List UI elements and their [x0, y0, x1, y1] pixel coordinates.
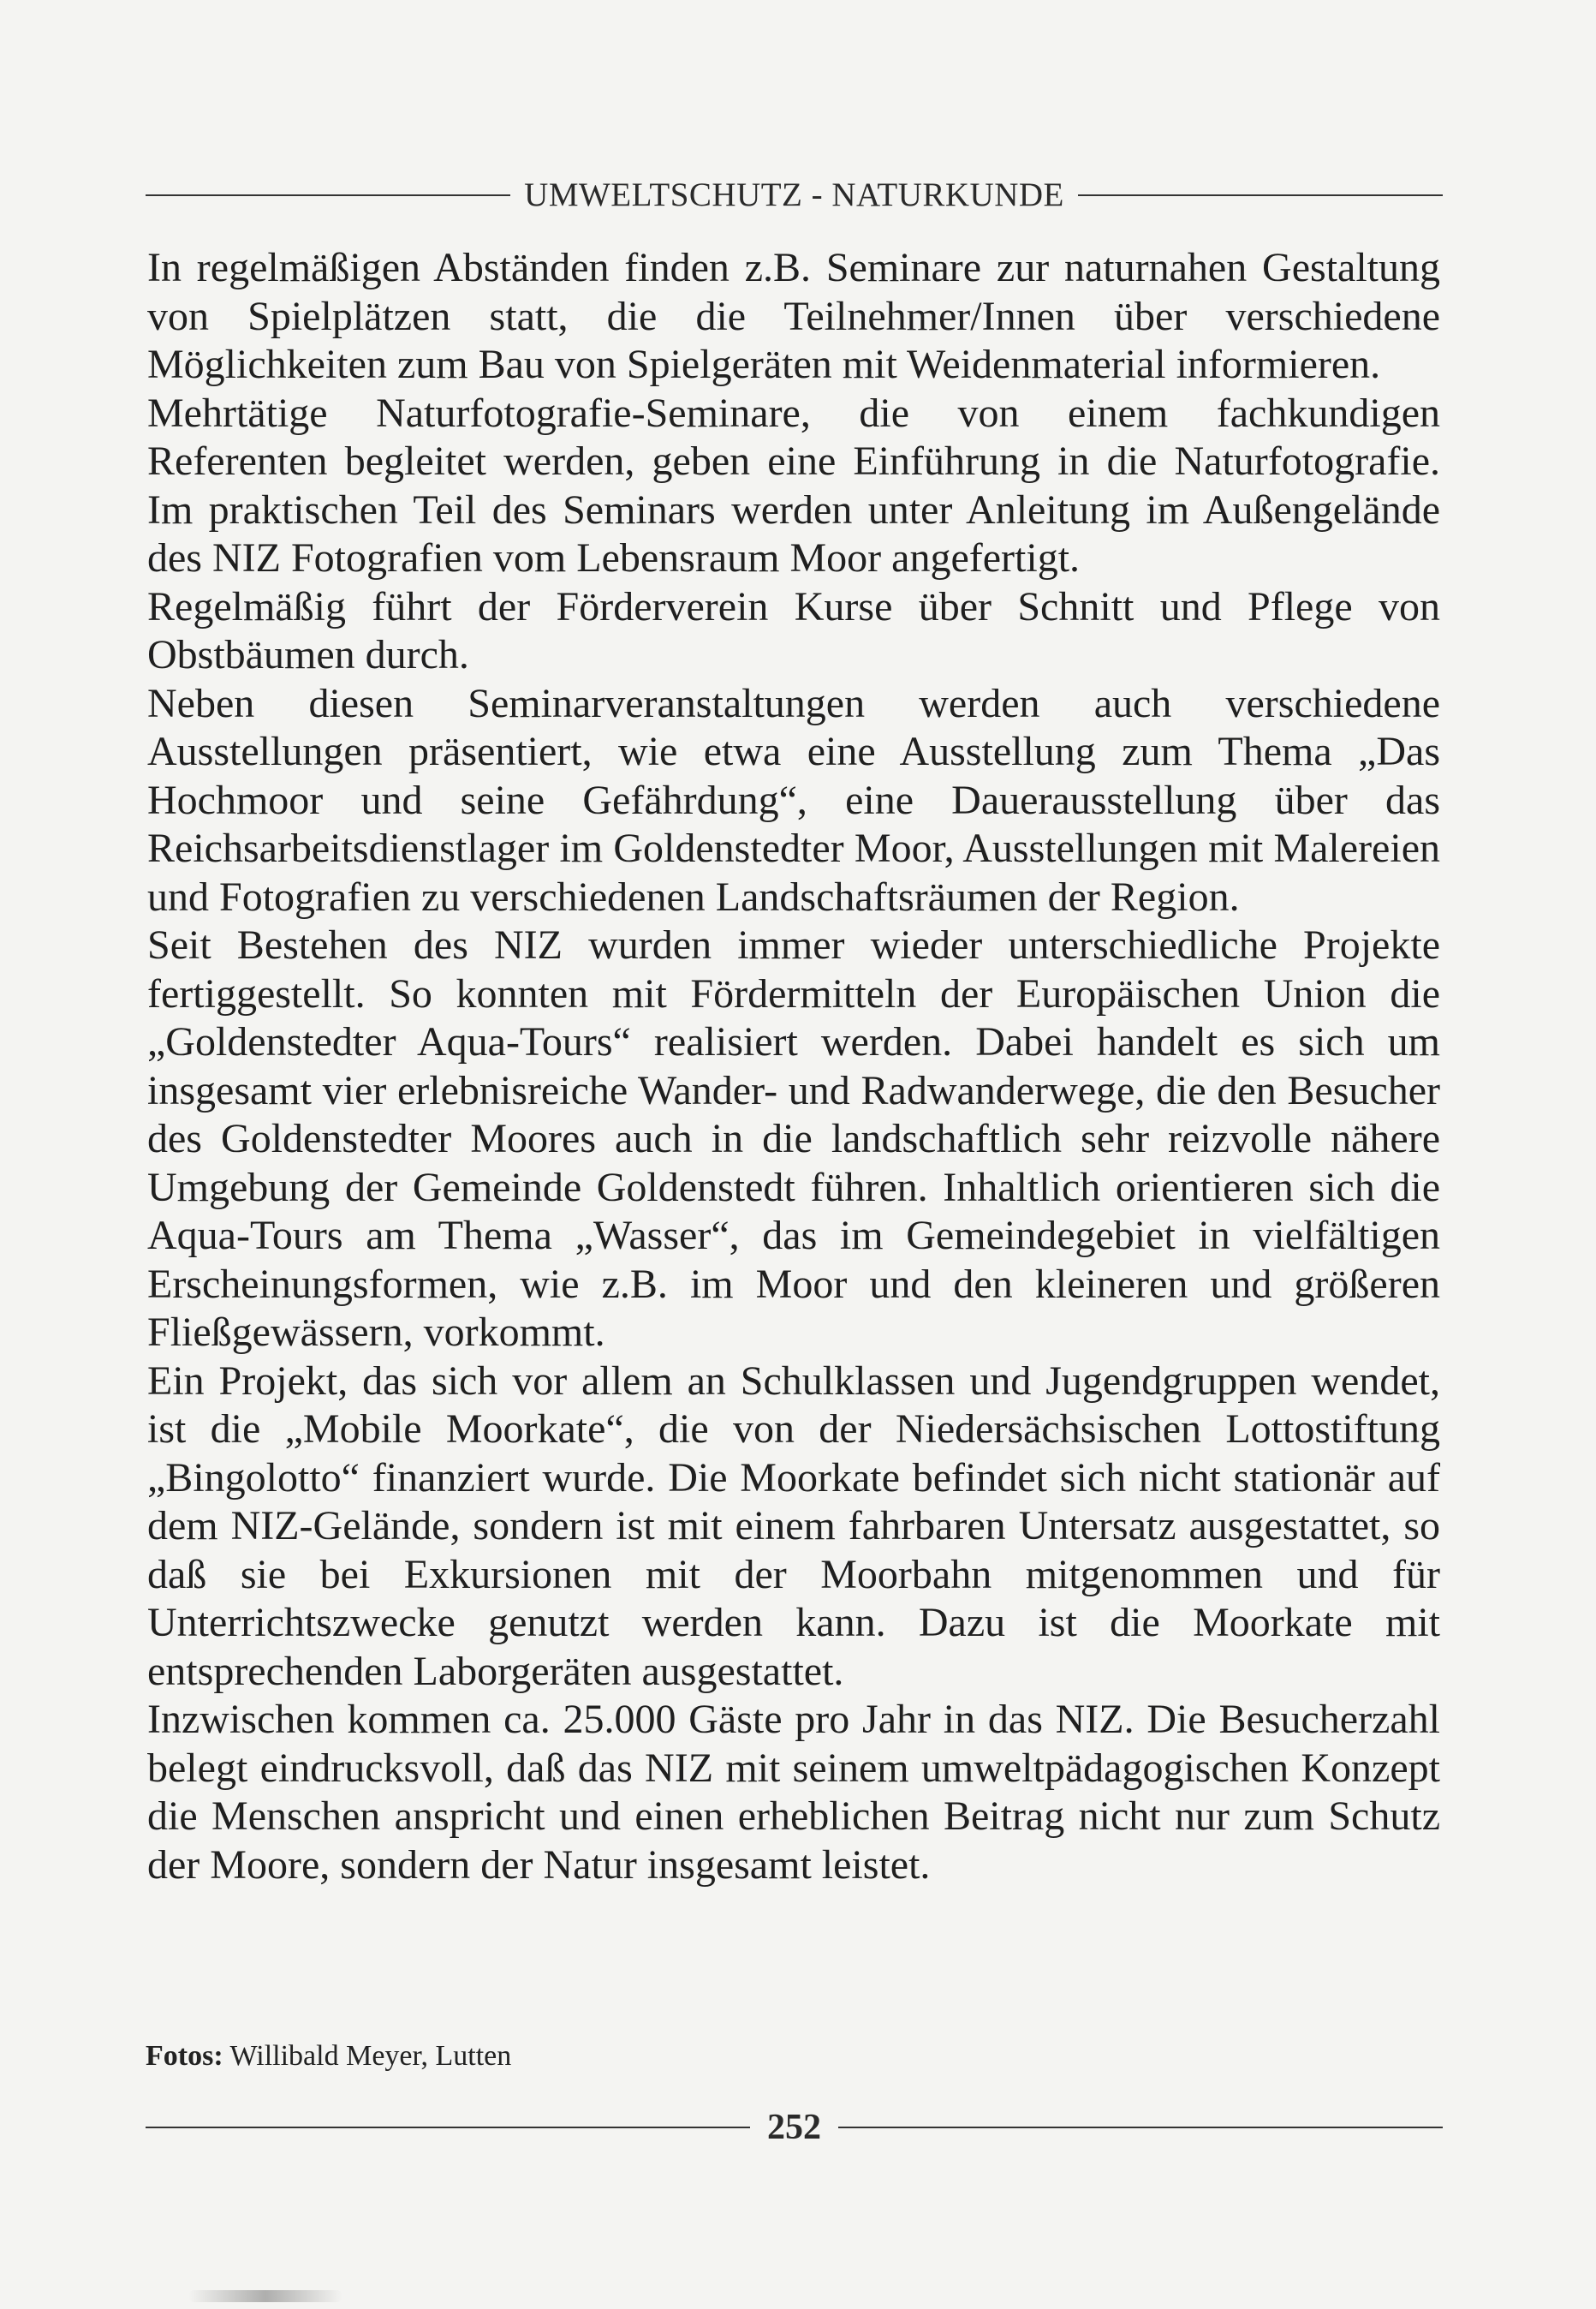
paragraph: Neben diesen Seminarveranstaltungen werden auch verschiedene Ausstellungen präsentiert, wie etwa eine Ausstellung zum Thema „Das Hochmoor und seine Gefährdung“, eine Dauerausstellung über das Reichsarbeitsdienstlager im Goldenstedter Moor, Ausstellungen mit Malereien und Fotografien zu verschiedenen Landschaftsräumen der Region. — [147, 680, 1440, 920]
photo-credit-label: Fotos: — [146, 2040, 223, 2072]
photo-credit — [146, 2040, 511, 2073]
photo-credit-text: Willibald Meyer, Lutten — [229, 2040, 512, 2072]
footer-rule-left — [146, 2127, 750, 2128]
scan-artifact — [188, 2290, 342, 2302]
paragraph: Ein Projekt, das sich vor allem an Schulklassen und Jugendgruppen wendet, ist die „Mobile Moorkate“, die von der Niedersächsischen Lottostiftung „Bingolotto“ finanziert wurde. Die Moorkate befindet sich nicht stationär auf dem NIZ-Gelände, sondern ist mit einem fahrbaren Untersatz ausgestattet, so daß sie bei Exkursionen mit der Moorbahn mitgenommen und für Unterrichtszwecke genutzt werden kann. Dazu ist die Moorkate mit entsprechenden Laborgeräten ausgestattet. — [147, 1357, 1440, 1694]
paragraph: In regelmäßigen Abständen finden z.B. Seminare zur naturnahen Gestaltung von Spielplätzen statt, die die Teilnehmer/Innen über verschiedene Möglichkeiten zum Bau von Spielgeräten mit Weidenmaterial informieren. — [147, 245, 1440, 387]
paragraph: Seit Bestehen des NIZ wurden immer wieder unterschiedliche Projekte fertiggestellt. So konnten mit Fördermitteln der Europäischen Union die „Goldenstedter Aqua-Tours“ realisiert werden. Dabei handelt es sich um insgesamt vier erlebnisreiche Wander- und Radwanderwege, die den Besucher des Goldenstedter Moores auch in die landschaftlich sehr reizvolle nähere Umgebung der Gemeinde Goldenstedt führen. Inhaltlich orientieren sich die Aqua-Tours am Thema „Wasser“, das im Gemeindegebiet in vielfältigen Erscheinungsformen, wie z.B. im Moor und den kleineren und größeren Fließgewässern, vorkommt. — [147, 922, 1440, 1355]
paragraph: Regelmäßig führt der Förderverein Kurse über Schnitt und Pflege von Obstbäumen durch. — [147, 583, 1440, 677]
running-header — [146, 176, 1443, 214]
header-rule-right — [1078, 194, 1443, 196]
page-footer — [146, 2107, 1443, 2148]
body-text — [147, 244, 1440, 1889]
paragraph: Inzwischen kommen ca. 25.000 Gäste pro Jahr in das NIZ. Die Besucherzahl belegt eindrucksvoll, daß das NIZ mit seinem umweltpädagogischen Konzept die Menschen anspricht und einen erheblichen Beitrag nicht nur zum Schutz der Moore, sondern der Natur insgesamt leistet. — [147, 1697, 1440, 1888]
footer-rule-right — [838, 2127, 1443, 2128]
header-rule-left — [146, 194, 510, 196]
header-title: UMWELTSCHUTZ - NATURKUNDE — [524, 176, 1064, 213]
page-number: 252 — [767, 2108, 821, 2147]
paragraph: Mehrtätige Naturfotografie-Seminare, die von einem fachkundigen Referenten begleitet werden, geben eine Einführung in die Naturfotografie. Im praktischen Teil des Seminars werden unter Anleitung im Außengelände des NIZ Fotografien vom Lebensraum Moor angefertigt. — [147, 390, 1440, 581]
